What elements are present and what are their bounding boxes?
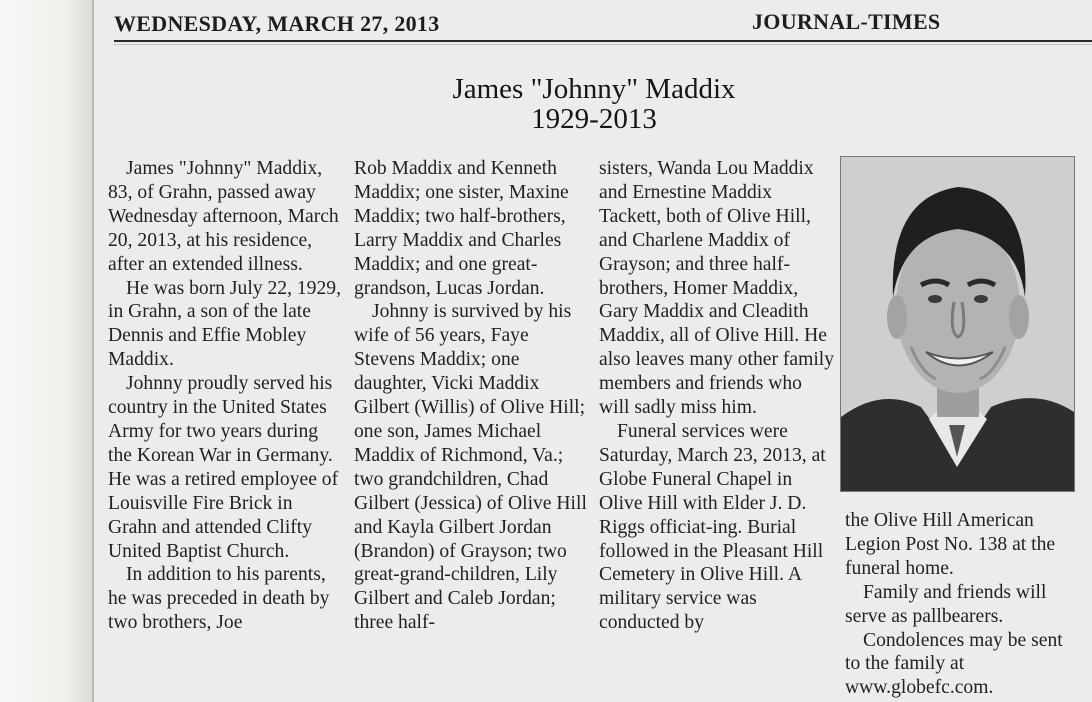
deceased-name: James "Johnny" Maddix: [452, 73, 736, 105]
paragraph: He was born July 22, 1929, in Grahn, a son of the late Dennis and Effie Mobley Maddix.: [108, 277, 341, 371]
paragraph: Condolences may be sent to the family at www.globefc.com.: [845, 629, 1063, 699]
divider: [114, 44, 1092, 45]
text-column-3: [599, 157, 835, 635]
life-years: 1929-2013: [531, 103, 657, 135]
paragraph: Family and friends will serve as pallbearers.: [845, 581, 1047, 627]
paragraph: Rob Maddix and Kenneth Maddix; one sister, Maxine Maddix; two half-brothers, Larry Maddix and Charles Maddix; and one great-grandson, Lucas Jordan.: [354, 158, 569, 299]
paragraph: the Olive Hill American Legion Post No. 138 at the funeral home.: [845, 510, 1056, 579]
scan-margin: [0, 0, 92, 702]
text-column-1: [108, 157, 344, 635]
newspaper-clipping: [94, 0, 1092, 702]
text-column-4: [845, 509, 1075, 700]
paragraph: In addition to his parents, he was preceded in death by two brothers, Joe: [108, 564, 330, 634]
paragraph: Johnny proudly served his country in the United States Army for two years during the Korean War in Germany. He was a retired employee of Louisville Fire Brick in Grahn and attended Clifty United Baptist Church.: [108, 373, 339, 562]
paragraph: sisters, Wanda Lou Maddix and Ernestine Maddix Tackett, both of Olive Hill, and Charlene Maddix of Grayson; and three half-brothers, Homer Maddix, Gary Maddix and Cleadith Maddix, all of Olive Hill. He also leaves many other family members and friends who will sadly miss him.: [599, 158, 835, 419]
masthead: [114, 8, 1092, 42]
paragraph: Funeral services were Saturday, March 23, 2013, at Globe Funeral Chapel in Olive Hill with Elder J. D. Riggs officiat-ing. Burial followed in the Pleasant Hill Cemetery in Olive Hill. A military service was conducted by: [599, 420, 826, 634]
portrait-photo: [840, 156, 1075, 492]
paragraph: James "Johnny" Maddix, 83, of Grahn, passed away Wednesday afternoon, March 20, 2013, at his residence, after an extended illness.: [108, 158, 339, 275]
portrait-image: [841, 157, 1074, 491]
obituary-title: [394, 74, 794, 134]
text-column-2: [354, 157, 590, 635]
issue-date: WEDNESDAY, MARCH 27, 2013: [114, 11, 440, 36]
newspaper-name: JOURNAL-TIMES: [752, 9, 941, 34]
paragraph: Johnny is survived by his wife of 56 years, Faye Stevens Maddix; one daughter, Vicki Maddix Gilbert (Willis) of Olive Hill; one son, James Michael Maddix of Richmond, Va.; two grandchildren, Chad Gilbert (Jessica) of Olive Hill and Kayla Gilbert Jordan (Brandon) of Grayson; two great-grand-children, Lily Gilbert and Caleb Jordan; three half-: [354, 301, 587, 634]
